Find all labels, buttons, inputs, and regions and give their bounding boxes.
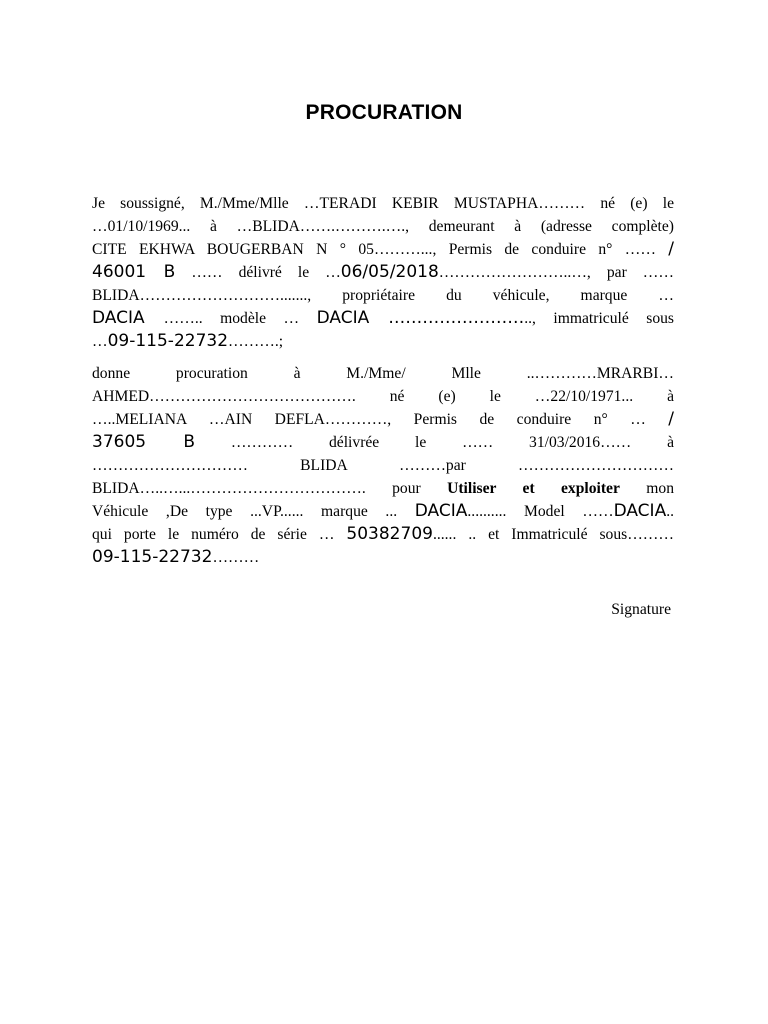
text-run: … xyxy=(92,333,108,350)
text-run: ...... .. et Immatriculé sous……… xyxy=(432,526,674,543)
text-run: .......... Model …… xyxy=(467,503,614,520)
text-run: .., immatriculé sous xyxy=(524,310,674,327)
text-run: CITE EKHWA BOUGERBAN N ° 05………..., Permis de conduire n° …… xyxy=(92,241,669,258)
text-line xyxy=(92,408,674,431)
text-line xyxy=(92,523,674,546)
paragraph-mandant xyxy=(92,192,674,353)
text-line xyxy=(92,385,674,408)
text-run: qui porte le numéro de série … xyxy=(92,526,347,543)
text-line xyxy=(92,307,674,330)
text-run: …..MELIANA …AIN DEFLA…………, Permis de conduire n° … xyxy=(92,411,669,428)
licence-number: 37605 B xyxy=(92,432,196,452)
text-line xyxy=(92,284,674,307)
text-run: donne procuration à M./Mme/ Mlle ..…………MRARBI… xyxy=(92,365,674,382)
text-line xyxy=(92,477,674,500)
text-line xyxy=(92,215,674,238)
licence-number: 46001 B xyxy=(92,262,176,282)
text-run: …01/10/1969... à …BLIDA…….……….…., demeurant à (adresse complète) xyxy=(92,218,674,235)
text-line xyxy=(92,454,674,477)
registration-number: 09-115-22732 xyxy=(107,331,229,351)
text-run: ……….; xyxy=(228,333,284,350)
vehicle-model: DACIA …………………… xyxy=(316,308,525,328)
text-line xyxy=(92,362,674,385)
text-line xyxy=(92,431,674,454)
text-line xyxy=(92,500,674,523)
text-run: Je soussigné, M./Mme/Mlle …TERADI KEBIR MUSTAPHA……… né (e) le xyxy=(92,195,674,212)
vehicle-model: DACIA xyxy=(613,501,667,521)
paragraph-mandataire xyxy=(92,362,674,569)
text-run: Véhicule ,De type ...VP...... marque ... xyxy=(92,503,415,520)
text-run: BLIDA………………………......., propriétaire du véhicule, marque … xyxy=(92,287,674,304)
text-run: AHMED…………………………………. né (e) le …22/10/1971... à xyxy=(92,388,674,405)
text-line xyxy=(92,238,674,261)
text-line xyxy=(92,330,674,353)
text-run: ………… délivrée le …… 31/03/2016…… à xyxy=(195,434,674,451)
text-run: ……… xyxy=(212,549,260,566)
vehicle-brand: DACIA xyxy=(414,501,468,521)
text-run-bold: Utiliser et exploiter xyxy=(447,480,620,497)
text-run-handwritten: / xyxy=(668,239,674,259)
serial-number: 50382709 xyxy=(346,524,433,544)
licence-date: 06/05/2018 xyxy=(340,262,439,282)
text-run: BLIDA…..…...……………………………. pour xyxy=(92,480,448,497)
text-run: …… délivré le … xyxy=(175,264,341,281)
text-line xyxy=(92,261,674,284)
registration-number: 09-115-22732 xyxy=(92,547,213,567)
vehicle-brand: DACIA xyxy=(92,308,164,328)
signature-label: Signature xyxy=(611,601,671,618)
text-run: .. xyxy=(666,503,674,520)
document-title: PROCURATION xyxy=(305,101,463,124)
text-run: ………………………… BLIDA ………par ………………………… xyxy=(92,457,674,474)
text-run: mon xyxy=(619,480,674,497)
text-run-handwritten: / xyxy=(668,409,674,429)
text-run: …….. modèle … xyxy=(163,310,317,327)
text-run: ……………………..…, par …… xyxy=(438,264,674,281)
text-line xyxy=(92,192,674,215)
text-line xyxy=(92,546,674,569)
